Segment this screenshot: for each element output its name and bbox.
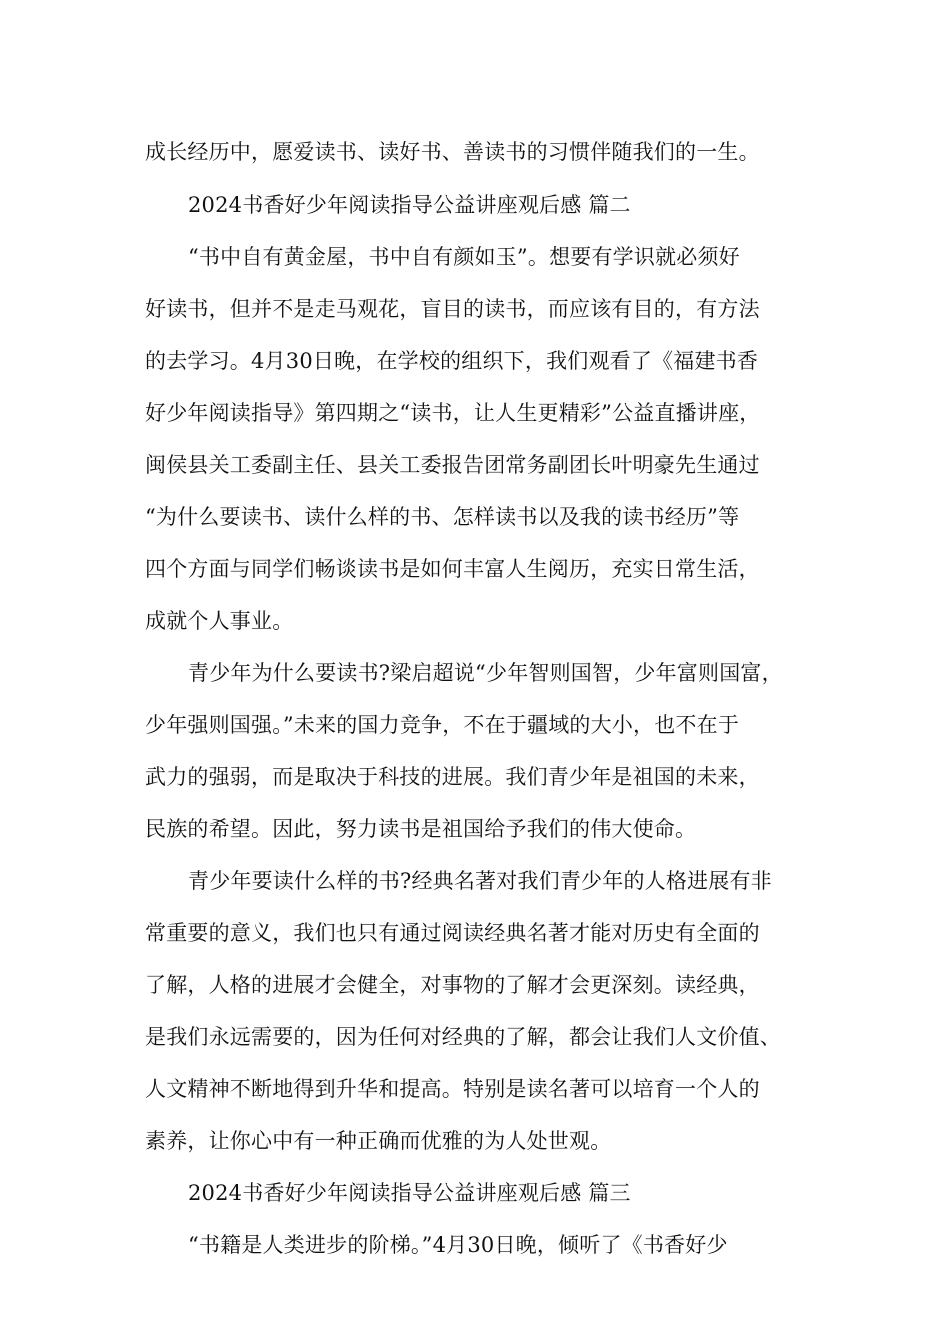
paragraph-line-15: 青少年要读什么样的书?经典名著对我们青少年的人格进展有非 (188, 869, 772, 893)
section-heading-part-2: 2024书香好少年阅读指导公益讲座观后感 篇二 (188, 193, 631, 217)
paragraph-line-10: 成就个人事业。 (145, 609, 294, 633)
paragraph-line-6: 好少年阅读指导》第四期之“读书，让人生更精彩”公益直播讲座， (145, 401, 761, 425)
section-heading-part-3: 2024书香好少年阅读指导公益讲座观后感 篇三 (188, 1181, 631, 1205)
paragraph-line-9: 四个方面与同学们畅谈读书是如何丰富人生阅历，充实日常生活， (145, 557, 760, 581)
paragraph-line-16: 常重要的意义，我们也只有通过阅读经典名著才能对历史有全面的 (145, 921, 760, 945)
paragraph-line-5: 的去学习。4月30日晚，在学校的组织下，我们观看了《福建书香 (145, 349, 759, 373)
paragraph-line-18: 是我们永远需要的，因为任何对经典的了解，都会让我们人文价值、 (145, 1025, 781, 1049)
paragraph-line-8: “为什么要读书、读什么样的书、怎样读书以及我的读书经历”等 (145, 505, 740, 529)
paragraph-line-22: “书籍是人类进步的阶梯。”4月30日晚，倾听了《书香好少 (188, 1233, 728, 1257)
paragraph-line-13: 武力的强弱，而是取决于科技的进展。我们青少年是祖国的未来， (145, 765, 760, 789)
paragraph-line-7: 闽侯县关工委副主任、县关工委报告团常务副团长叶明豪先生通过 (145, 453, 760, 477)
paragraph-line-17: 了解，人格的进展才会健全，对事物的了解才会更深刻。读经典， (145, 973, 760, 997)
paragraph-line-14: 民族的希望。因此，努力读书是祖国给予我们的伟大使命。 (145, 817, 697, 841)
paragraph-line-20: 素养，让你心中有一种正确而优雅的为人处世观。 (145, 1129, 612, 1153)
paragraph-line-11: 青少年为什么要读书?梁启超说“少年智则国智，少年富则国富， (188, 661, 783, 685)
paragraph-line-3: “书中自有黄金屋，书中自有颜如玉”。想要有学识就必须好 (188, 245, 740, 269)
paragraph-line-12: 少年强则国强。”未来的国力竞争，不在于疆域的大小，也不在于 (145, 713, 740, 737)
paragraph-line-1: 成长经历中，愿爱读书、读好书、善读书的习惯伴随我们的一生。 (145, 140, 760, 164)
paragraph-line-4: 好读书，但并不是走马观花，盲目的读书，而应该有目的，有方法 (145, 297, 760, 321)
paragraph-line-19: 人文精神不断地得到升华和提高。特别是读名著可以培育一个人的 (145, 1077, 760, 1101)
